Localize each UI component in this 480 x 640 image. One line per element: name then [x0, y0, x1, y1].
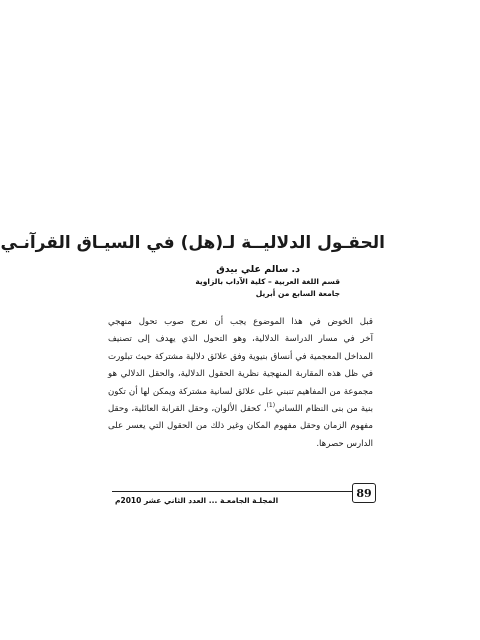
page-number: 89 [356, 486, 372, 500]
body-line: آخر في مسار الدراسة الدلالية، وهو التحول الذي يهدف إلى تصنيف [108, 334, 373, 345]
body-line: مجموعة من المفاهيم تنبني على علائق لسانية مشتركة ويمكن لها أن تكون [108, 386, 373, 397]
body-line-with-footnote [108, 401, 373, 418]
article-body [108, 314, 373, 453]
body-line: قبل الخوض في هذا الموضوع يجب أن نعرج صوب تحول منهجي [108, 317, 373, 327]
issue-label: العدد الثاني عشر [144, 496, 207, 505]
body-line: في ظل هذه المقاربة المنهجية نظرية الحقول الدلالية، والحقل الدلالي هو [108, 369, 373, 380]
body-text-segment: بنية من بنى النظام اللساني [275, 404, 374, 415]
issue-year: 2010م [115, 496, 142, 505]
body-line: الدارس حصرها. [316, 438, 373, 449]
page-number-box [352, 483, 376, 503]
author-university: جامعة السابع من أبريل [255, 289, 340, 298]
author-block [140, 263, 340, 300]
footnote-marker[interactable]: (1) [266, 402, 276, 410]
author-department: قسم اللغة العربية – كلية الآداب بالزاوية [195, 277, 340, 286]
body-line: مفهوم الزمان وحقل مفهوم المكان وغير ذلك من الحقول التي يعسر على [108, 421, 373, 432]
body-line: المداخل المعجمية في أنساق بنيوية وفق علائق دلالية مشتركة حيث تبلورت [108, 351, 373, 362]
footer-separator: ... [208, 496, 218, 505]
footer-rule [112, 491, 352, 492]
footer-journal-info [115, 495, 345, 507]
author-name: د. سالم علي بيدق [216, 264, 300, 275]
body-text-segment: ، كحقل الألوان، وحقل القرابة العائلية، وحقل [108, 404, 267, 415]
article-title: الحقـول الدلاليــة لـ(هل) في السيـاق القرآنـي [0, 233, 385, 253]
journal-name: المجلـة الجامعـة [219, 496, 279, 505]
